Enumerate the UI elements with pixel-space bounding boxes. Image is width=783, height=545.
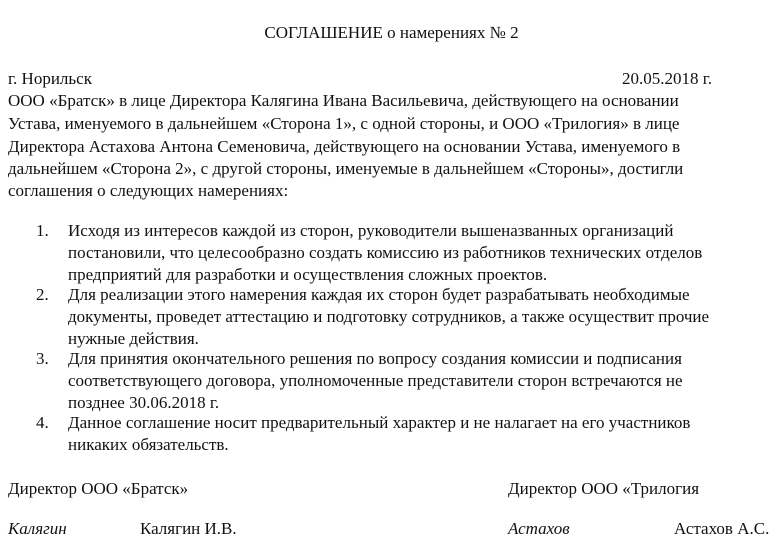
preamble-line: ООО «Братск» в лице Директора Калягина Ивана Васильевича, действующего на основании: [8, 91, 679, 110]
list-item-line: Данное соглашение носит предварительный характер и не налагает на его участников: [68, 413, 691, 432]
list-item-line: соответствующего договора, уполномоченные представители сторон встречаются не: [68, 371, 683, 390]
list-item: [68, 348, 780, 414]
preamble-line: дальнейшем «Сторона 2», с другой стороны, именуемые в дальнейшем «Стороны», достигли: [8, 159, 684, 178]
left-signature: Калягин: [8, 519, 67, 538]
document-title: СОГЛАШЕНИЕ о намерениях № 2: [264, 23, 519, 42]
list-item-line: нужные действия.: [68, 329, 199, 348]
left-signatory-title: Директор ООО «Братск»: [8, 479, 189, 498]
list-item-line: постановили, что целесообразно создать комиссию из работников технических отделов: [68, 243, 703, 262]
right-signature: Астахов: [508, 519, 570, 538]
right-signatory-name: Астахов А.С.: [674, 519, 770, 538]
list-item-line: никаких обязательств.: [68, 435, 229, 454]
right-signatory-title: Директор ООО «Трилогия: [508, 479, 700, 498]
list-item-line: Для реализации этого намерения каждая их сторон будет разрабатывать необходимые: [68, 285, 690, 304]
list-item-line: предприятий для разработки и осуществления сложных проектов.: [68, 265, 548, 284]
date: 20.05.2018 г.: [622, 69, 713, 88]
list-item-number: 1.: [36, 221, 49, 240]
list-item-line: документы, проведет аттестацию и подготовку сотрудников, а также осуществит прочие: [68, 307, 710, 326]
list-item: [68, 220, 780, 286]
preamble-line: Директора Астахова Антона Семеновича, действующего на основании Устава, именуемого в: [8, 137, 681, 156]
list-item-number: 4.: [36, 413, 49, 432]
city: г. Норильск: [8, 69, 92, 88]
list-item: [68, 284, 780, 350]
list-item-number: 2.: [36, 285, 49, 304]
list-item-line: Исходя из интересов каждой из сторон, руководители вышеназванных организаций: [68, 221, 674, 240]
list-item-line: Для принятия окончательного решения по вопросу создания комиссии и подписания: [68, 349, 682, 368]
list-item: [68, 412, 780, 456]
left-signatory-name: Калягин И.В.: [140, 519, 237, 538]
preamble-line: Устава, именуемого в дальнейшем «Сторона 1», с одной стороны, и ООО «Трилогия» в лице: [8, 114, 680, 133]
preamble-line: соглашения о следующих намерениях:: [8, 181, 289, 200]
list-item-number: 3.: [36, 349, 49, 368]
list-item-line: позднее 30.06.2018 г.: [68, 393, 220, 412]
